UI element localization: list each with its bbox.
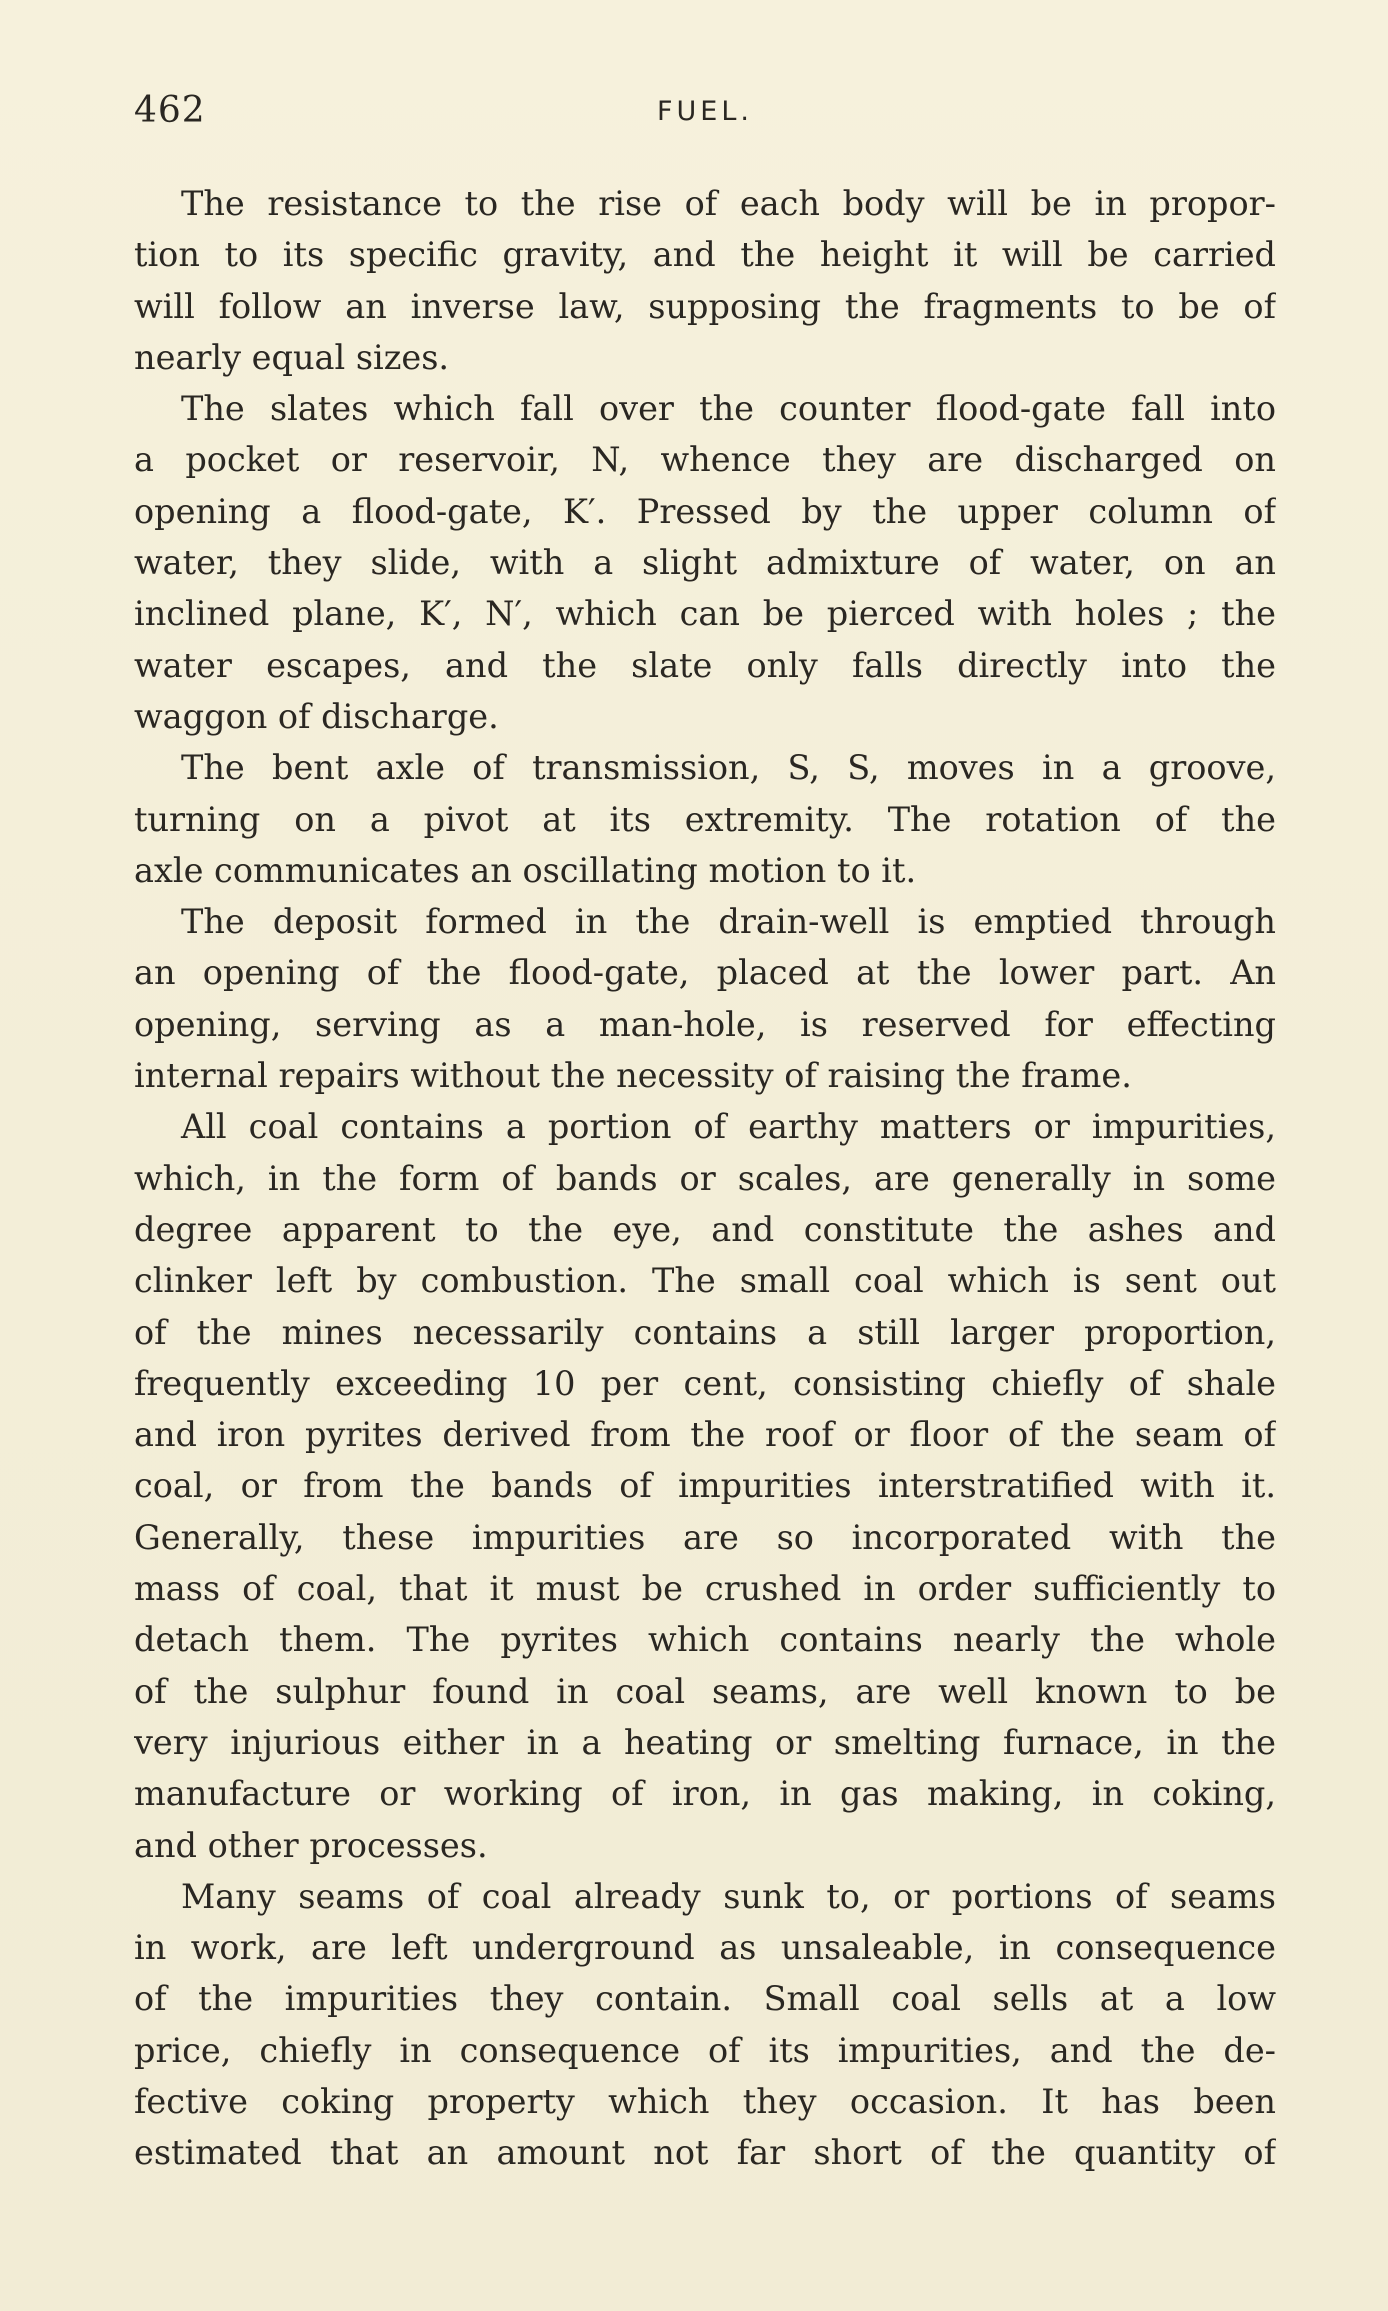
text-line: The resistance to the rise of each body will be in propor- [181,184,1276,223]
text-line: price, chiefly in consequence of its impurities, and the de- [134,2030,1276,2070]
text-line: turning on a pivot at its extremity. The rotation of the [134,799,1276,839]
text-line: All coal contains a portion of earthy matters or impurities, [181,1107,1276,1147]
text-line: The bent axle of transmission, S, S, moves in a groove, [181,748,1276,788]
text-line: The slates which fall over the counter flood-gate fall into [181,389,1276,429]
text-line: very injurious either in a heating or smelting furnace, in the [134,1722,1276,1762]
text-line: water escapes, and the slate only falls directly into the [134,645,1276,685]
text-line: a pocket or reservoir, N, whence they are discharged on [134,440,1276,480]
text-line: opening, serving as a man-hole, is reserved for effecting [134,1004,1276,1044]
text-line: Many seams of coal already sunk to, or portions of seams [181,1876,1276,1916]
text-line: of the mines necessarily contains a still larger proportion, [134,1312,1276,1352]
text-line: mass of coal, that it must be crushed in order sufficiently to [134,1569,1276,1609]
text-line: frequently exceeding 10 per cent, consisting chiefly of shale [134,1363,1276,1403]
text-line: nearly equal sizes. [134,337,450,377]
text-line: degree apparent to the eye, and constitute the ashes and [134,1209,1276,1249]
text-line: manufacture or working of iron, in gas making, in coking, [134,1774,1276,1814]
page-number: 462 [134,90,206,131]
text-line: water, they slide, with a slight admixture of water, on an [134,543,1276,583]
text-line: fective coking property which they occasion. It has been [134,2081,1276,2121]
running-head [134,90,1276,140]
text-line: will follow an inverse law, supposing the fragments to be of [134,286,1276,326]
text-line: waggon of discharge. [134,696,499,736]
text-line: an opening of the flood-gate, placed at the lower part. An [134,953,1276,993]
body-text [134,178,1276,2179]
text-line: axle communicates an oscillating motion to it. [134,850,917,890]
running-title: FUEL. [657,96,753,127]
text-line: tion to its specific gravity, and the height it will be carried [134,235,1276,275]
text-line: Generally, these impurities are so incorporated with the [134,1517,1276,1557]
text-line: which, in the form of bands or scales, are generally in some [134,1158,1276,1198]
text-line: estimated that an amount not far short of the quantity of [134,2133,1276,2173]
text-line: internal repairs without the necessity of raising the frame. [134,1056,1132,1096]
text-line: inclined plane, K′, N′, which can be pierced with holes ; the [134,594,1276,634]
text-line: clinker left by combustion. The small coal which is sent out [134,1261,1276,1301]
text-line: coal, or from the bands of impurities interstratified with it. [134,1466,1276,1506]
text-line: in work, are left underground as unsaleable, in consequence [134,1928,1276,1968]
text-line: of the impurities they contain. Small coal sells at a low [134,1979,1276,2019]
text-line: The deposit formed in the drain-well is emptied through [181,902,1276,942]
text-line: opening a flood-gate, K′. Pressed by the upper column of [134,491,1276,531]
text-line: and other processes. [134,1825,488,1865]
text-line: of the sulphur found in coal seams, are well known to be [134,1671,1276,1711]
text-line: and iron pyrites derived from the roof or floor of the seam of [134,1415,1276,1455]
text-line: detach them. The pyrites which contains nearly the whole [134,1620,1276,1660]
